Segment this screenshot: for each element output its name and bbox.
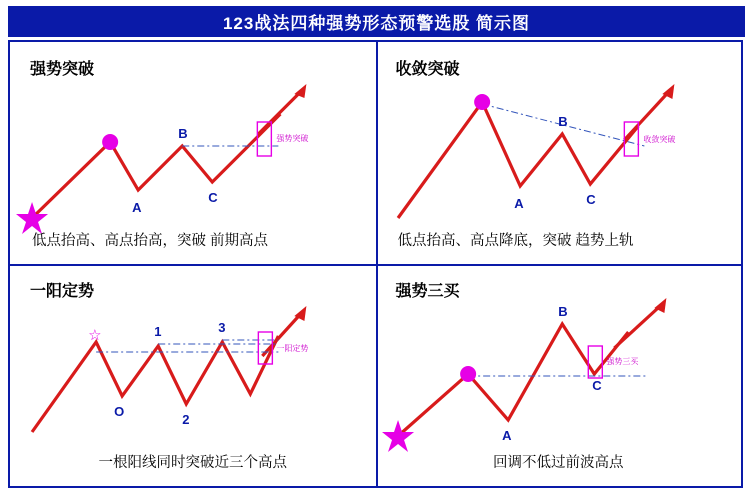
panel-title-3: 一阳定势 — [30, 283, 95, 300]
dot-marker-2 — [474, 94, 490, 110]
breakout-box-label-3: 一阳定势 — [276, 344, 309, 353]
point-label-4-a: A — [501, 428, 512, 443]
point-label-4-c: C — [591, 378, 602, 393]
panel-one-yang-trend — [10, 264, 376, 486]
trend-arrow-line-2 — [624, 90, 670, 140]
panel-caption-1: 低点抬高、高点抬高，突破 前期高点 — [32, 233, 269, 249]
panel-caption-2: 低点抬高、高点降底，突破 趋势上轨 — [397, 233, 634, 249]
breakout-box-label-4: 强势三买 — [605, 357, 638, 366]
panel-caption-3: 一根阳线同时突破近三个高点 — [98, 455, 287, 471]
point-label-1-b: B — [178, 126, 188, 141]
point-label-3-1: 1 — [154, 324, 162, 339]
trend-arrow-line-1 — [258, 90, 302, 134]
point-label-3-2: 2 — [182, 412, 190, 427]
point-label-4-b: B — [557, 304, 568, 319]
point-label-1-a: A — [132, 200, 142, 215]
panel-converging-breakout — [376, 42, 742, 264]
point-label-2-c: C — [585, 192, 596, 207]
breakout-box-label-2: 收敛突破 — [642, 135, 675, 144]
trend-arrow-line-4 — [614, 304, 662, 348]
point-label-1-c: C — [208, 190, 218, 205]
point-label-2-b: B — [557, 114, 568, 129]
point-label-3-3: 3 — [218, 320, 226, 335]
price-path-3 — [32, 336, 278, 432]
panel-title-4: 强势三买 — [395, 283, 460, 300]
panel-title-2: 收敛突破 — [395, 61, 460, 78]
star-outline-marker-3: ☆ — [88, 327, 102, 344]
header-title-bar — [8, 6, 745, 37]
dot-marker-4 — [460, 366, 476, 382]
panel-caption-4: 回调不低过前波高点 — [493, 455, 624, 471]
price-path-1 — [32, 114, 280, 218]
point-label-2-a: A — [513, 196, 524, 211]
panel-strong-three-buy — [376, 264, 742, 486]
page-title: 123战法四种强势形态预警选股 简示图 — [222, 14, 531, 33]
panel-title-1: 强势突破 — [30, 61, 95, 78]
panel-grid — [8, 40, 743, 488]
breakout-box-label-1: 强势突破 — [276, 134, 309, 143]
dot-marker-1 — [102, 134, 118, 150]
point-label-3-o: O — [114, 404, 125, 419]
panel-strong-breakout — [10, 42, 376, 264]
